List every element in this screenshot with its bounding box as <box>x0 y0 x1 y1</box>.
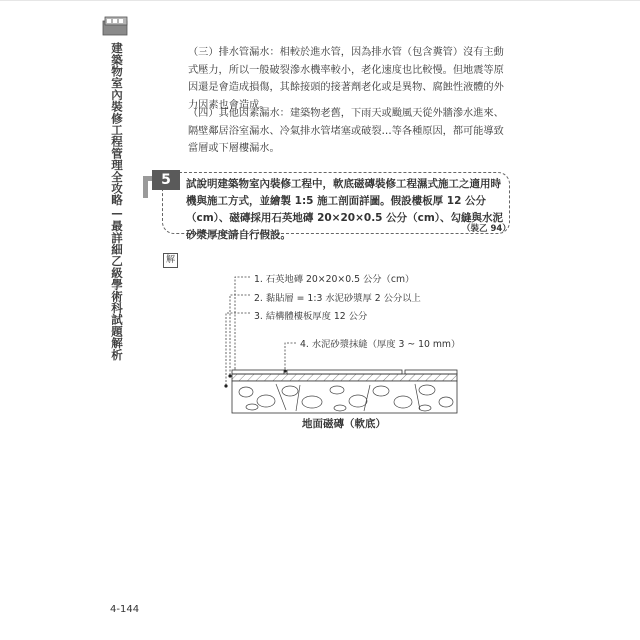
question-source: （裝乙 94） <box>462 224 511 234</box>
question-text: 試說明建築物室內裝修工程中，軟底磁磚裝修工程濕式施工之適用時機與施工方式，並繪製 1:5 施工剖面詳圖。假設樓板厚 12 公分（cm）、磁磚採用石英地磚 20×20×0.5 公分（cm）、勾縫與水泥砂漿厚度請自行假設。 <box>186 178 504 241</box>
diagram-label-tile: 1. 石英地磚 20×20×0.5 公分（cm） <box>254 274 415 285</box>
answer-marker: 解 <box>163 253 178 268</box>
paragraph-text: 其他因素漏水：建築物老舊，下雨天或颱風天從外牆滲水進來、隔壁鄰居浴室漏水、冷氣排水管堵塞或破裂…等各種原因，都可能導致當層或下層樓漏水。 <box>188 108 504 154</box>
diagram-caption: 地面磁磚（軟底） <box>302 418 386 430</box>
paragraph-number: （三） <box>188 47 219 58</box>
question-number: 5 <box>152 170 180 190</box>
diagram-label-grout: 4. 水泥砂漿抹縫（厚度 3 ~ 10 mm） <box>300 339 461 350</box>
page-number: 4-144 <box>110 604 140 615</box>
diagram-label-slab: 3. 結構體樓板厚度 12 公分 <box>254 311 368 322</box>
sidebar-title: 建築物室內裝修工程管理全攻略—最詳細乙級學術科試題解析 <box>110 42 124 361</box>
diagram-label-bonding-layer: 2. 黏貼層 = 1:3 水泥砂漿厚 2 公分以上 <box>254 293 421 304</box>
paragraph-text: 排水管漏水：相較於進水管，因為排水管（包含糞管）沒有主動式壓力，所以一般破裂滲水機率較小，老化速度也比較慢。但地震等原因還是會造成損傷，其餘接頭的接著劑老化或是異物、腐蝕性液體的外力因素也會造成。 <box>188 47 504 111</box>
mortar-layer <box>232 374 457 381</box>
paragraph-number: （四） <box>188 108 219 119</box>
structural-slab <box>232 381 457 413</box>
tile-layer <box>232 370 457 374</box>
